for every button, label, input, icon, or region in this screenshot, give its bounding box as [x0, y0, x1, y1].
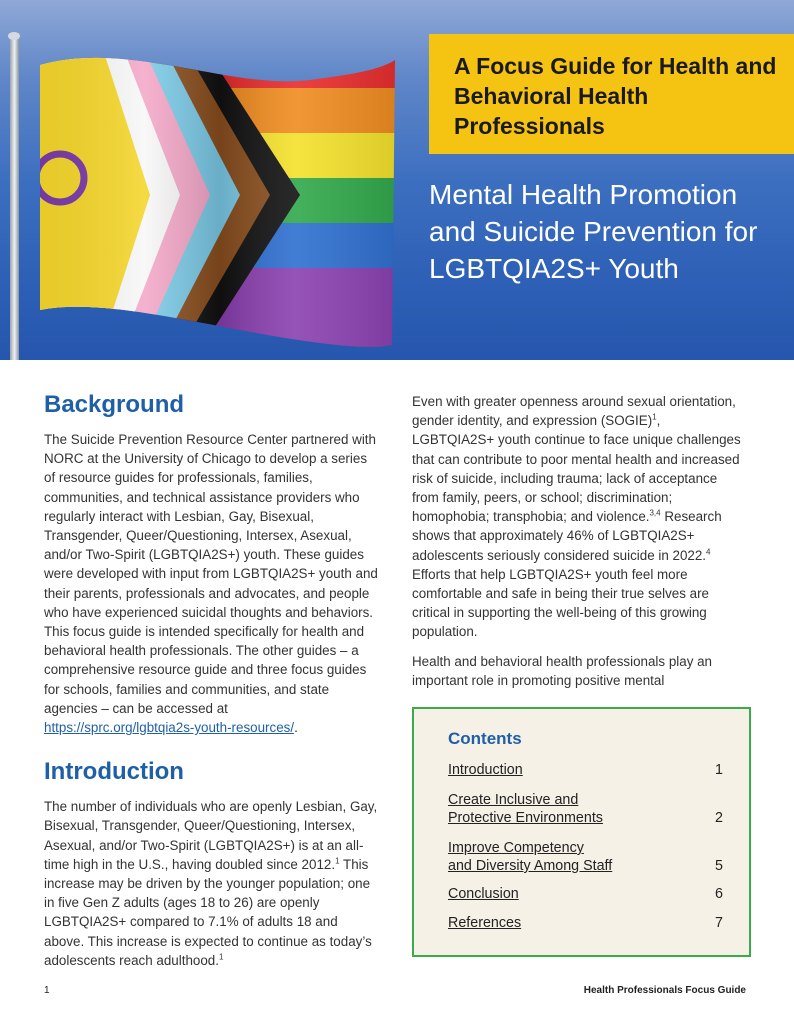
professionals-paragraph: Health and behavioral health professionals play an important role in promoting positive mental — [412, 653, 713, 688]
audience-label-box — [429, 34, 794, 154]
toc-page-number: 1 — [715, 762, 723, 778]
toc-page-number: 5 — [715, 858, 723, 874]
progress-pride-flag-image — [0, 0, 430, 360]
contents-heading: Contents — [448, 729, 522, 748]
resources-link[interactable]: https://sprc.org/lgbtqia2s-youth-resources/ — [44, 720, 295, 736]
hero-banner — [0, 0, 794, 360]
toc-item-inclusive-environments[interactable]: Create Inclusive and Protective Environments 2 — [448, 792, 723, 826]
toc-page-number: 2 — [715, 810, 723, 826]
toc-page-number: 6 — [715, 886, 723, 902]
background-paragraph: The Suicide Prevention Resource Center partnered with NORC at the University of Chicago to develop a series of resource guides for professionals, families, communities, and technical assistance providers who regularly interact with Lesbian, Gay, Bisexual, Transgender, Queer/Questioning, Intersex, Asexual, and/or Two-Spirit (LGBTQIA2S+) youth. These guides were developed with input from LGBTQIA2S+ youth and their parents, professionals and advocates, and people who have experienced suicidal thoughts and behaviors. This focus guide is intended specifically for health and behavioral health professionals. The other guides – a comprehensive resource guide and three focus guides for schools, families and communities, and state agencies – can be accessed at https://sprc.org/lgbtqia2s-youth-resources/. — [44, 432, 378, 736]
toc-page-number: 7 — [715, 915, 723, 931]
footer-guide-title: Health Professionals Focus Guide — [583, 985, 746, 996]
left-column — [44, 390, 378, 970]
right-column — [412, 392, 746, 690]
toc-item-references[interactable]: References 7 — [448, 915, 723, 931]
document-title: Mental Health Promotion and Suicide Prevention for LGBTQIA2S+ Youth — [429, 179, 758, 284]
guide-subtitle: A Focus Guide for Health and Behavioral Health Professionals — [454, 53, 777, 139]
toc-item-introduction[interactable]: Introduction 1 — [448, 762, 723, 778]
toc-item-conclusion[interactable]: Conclusion 6 — [448, 886, 723, 902]
introduction-heading: Introduction — [44, 758, 184, 786]
table-of-contents — [412, 707, 751, 957]
background-heading: Background — [44, 391, 185, 418]
toc-item-competency-diversity[interactable]: Improve Competency and Diversity Among Staff 5 — [448, 840, 723, 874]
introduction-paragraph: The number of individuals who are openly Lesbian, Gay, Bisexual, Transgender, Queer/Questioning, Intersex, Asexual, and/or Two-Spirit (LGBTQIA2S+) is at an all-time high in the U.S., having doubled since 2012.$^1$ This increase may be driven by the younger population; one in five Gen Z adults (ages 18 to 26) are openly LGBTQIA2S+ compared to 7.1% of adults 18 and above. This increase is expected to continue as today’s adolescents reach adulthood.$^1$ — [44, 799, 378, 968]
page-number: 1 — [44, 985, 50, 996]
sogie-paragraph: Even with greater openness around sexual orientation, gender identity, and expression (SOGIE)$^1$, LGBTQIA2S+ youth continue to face unique challenges that can contribute to poor mental health and increased risk of suicide, including trauma; lack of acceptance from family, peers, or school; discrimination; homophobia; transphobia; and violence.$^{3,4}$ Research shows that approximately 46% of LGBTQIA2S+ adolescents seriously considered suicide in 2022.$^4$ Efforts that help LGBTQIA2S+ youth feel more comfortable and safe in being their true selves are critical in supporting the well-being of this growing population. — [412, 394, 741, 640]
